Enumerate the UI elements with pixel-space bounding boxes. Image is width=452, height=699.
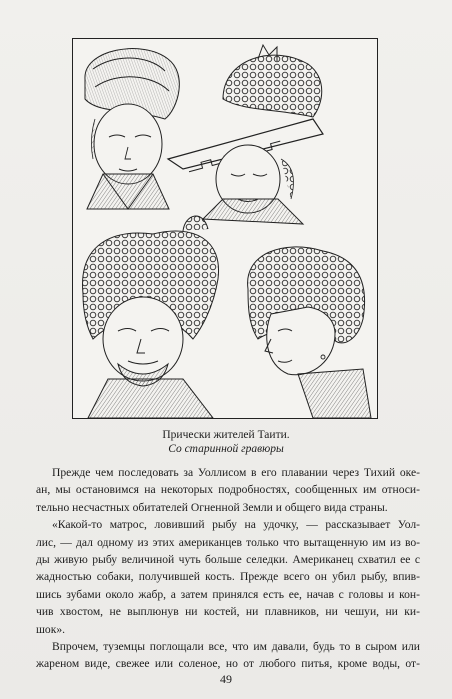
text-line: лис, — дал одному из этих американцев только что вытащенную им из во- — [36, 535, 420, 549]
text-line: Впрочем, туземцы поглощали все, что им давали, будь то в сыром или — [52, 640, 420, 654]
text-line: шись зубами около жабр, а затем принялся есть ее, начав с головы и кон- — [36, 587, 420, 601]
text-line: тельно несчастных обитателей Огненной Земли и общего вида страны. — [36, 500, 388, 514]
engraving-illustration — [72, 38, 378, 419]
text-line: «Какой-то матрос, ловивший рыбу на удочку, — рассказывает Уол- — [52, 518, 420, 532]
text-line: жареном виде, свежее или соленое, но от любого питья, кроме воды, от- — [36, 657, 420, 671]
portrait-bottom-right — [248, 247, 371, 418]
portrait-top-left — [85, 49, 179, 209]
text-line: чив хвостом, не выплюнув ни костей, ни плавников, ни чешуи, ни ки- — [36, 605, 420, 619]
portrait-top-right — [168, 45, 323, 224]
text-line: шок». — [36, 622, 66, 636]
page-number: 49 — [220, 672, 232, 686]
text-line: жадностью собаки, получившей кость. Прежде всего он убил рыбу, впив- — [36, 570, 420, 584]
text-line: ды живую рыбу величиной чуть больше селедки. Американец схватил ее с — [36, 553, 420, 567]
text-line: Прежде чем последовать за Уоллисом в его плавании через Тихий оке- — [52, 466, 420, 479]
figure-caption: Прически жителей Таити. — [162, 429, 290, 441]
portrait-bottom-left — [83, 216, 219, 418]
figure-subcaption: Со старинной гравюры — [168, 443, 284, 455]
text-line: ан, мы остановимся на некоторых подробностях, сообщенных им относи- — [36, 483, 420, 497]
body-text — [36, 464, 420, 673]
